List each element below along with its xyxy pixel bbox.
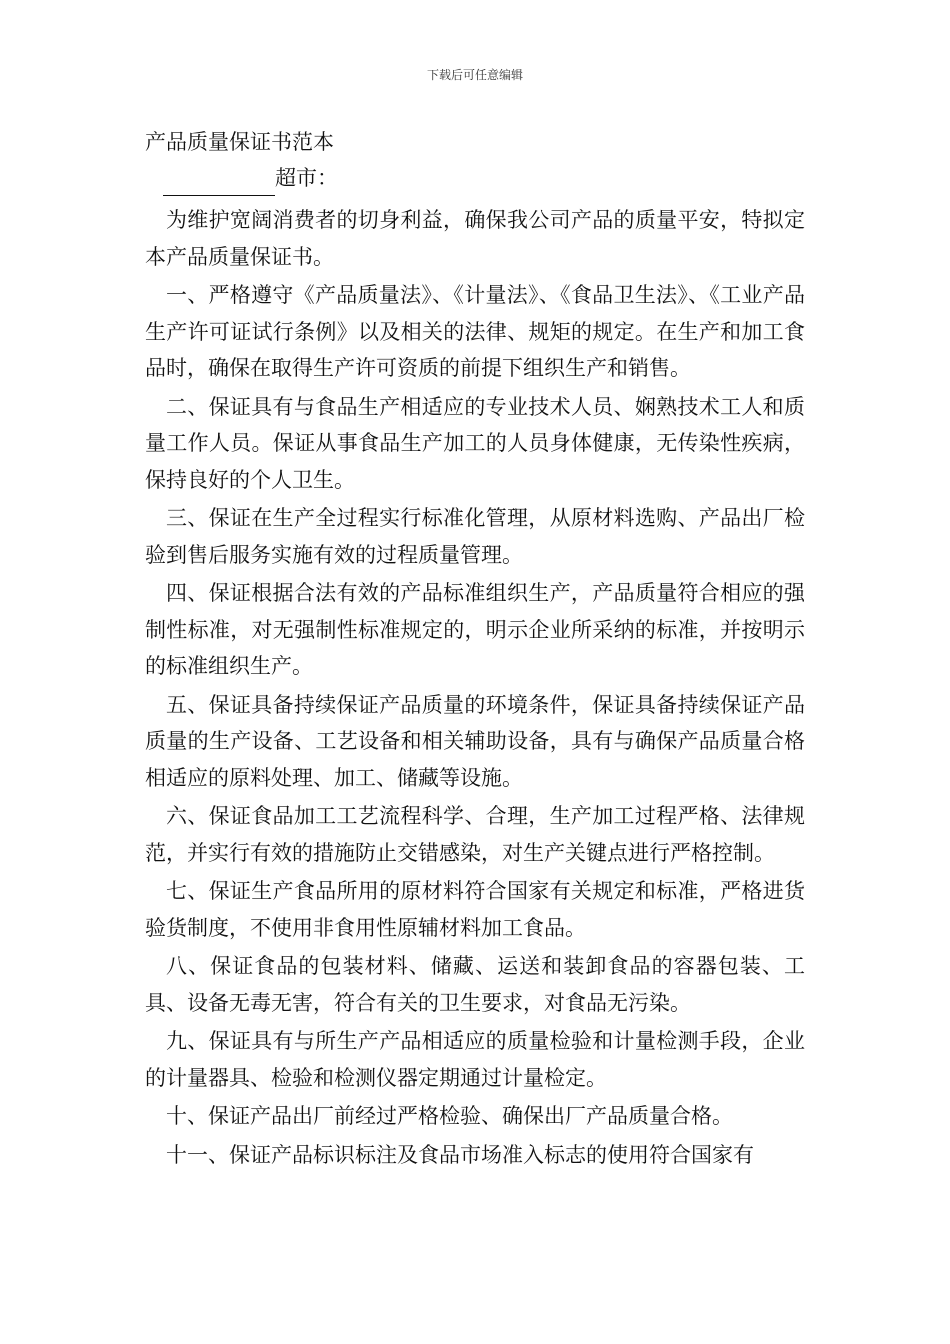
paragraph-5: 五、保证具备持续保证产品质量的环境条件，保证具备持续保证产品质量的生产设备、工艺设备和相关辅助设备，具有与确保产品质量合格相适应的原料处理、加工、储藏等设施。 — [145, 692, 805, 790]
paragraph-3: 三、保证在生产全过程实行标准化管理，从原材料选购、产品出厂检验到售后服务实施有效的过程质量管理。 — [145, 506, 805, 567]
paragraph-4: 四、保证根据合法有效的产品标准组织生产，产品质量符合相应的强制性标准，对无强制性标准规定的，明示企业所采纳的标准，并按明示的标准组织生产。 — [145, 581, 805, 678]
addressee-blank — [163, 171, 275, 196]
addressee-line — [163, 160, 805, 196]
paragraph-2: 二、保证具有与食品生产相适应的专业技术人员、娴熟技术工人和质量工作人员。保证从事食品生产加工的人员身体健康，无传染性疾病，保持良好的个人卫生。 — [145, 394, 805, 492]
page-header: 下载后可任意编辑 — [426, 68, 523, 82]
document-body — [145, 124, 805, 1175]
paragraph-7: 七、保证生产食品所用的原材料符合国家有关规定和标准，严格进货验货制度，不使用非食用性原辅材料加工食品。 — [145, 879, 805, 940]
paragraph-6: 六、保证食品加工工艺流程科学、合理，生产加工过程严格、法律规范，并实行有效的措施防止交错感染，对生产关键点进行严格控制。 — [145, 804, 805, 865]
paragraph-intro: 为维护宽阔消费者的切身利益，确保我公司产品的质量平安，特拟定本产品质量保证书。 — [145, 208, 805, 269]
addressee-suffix: 超市： — [275, 166, 338, 190]
paragraph-10: 十、保证产品出厂前经过严格检验、确保出厂产品质量合格。 — [166, 1104, 733, 1128]
paragraph-9: 九、保证具有与所生产产品相适应的质量检验和计量检测手段，企业的计量器具、检验和检测仪器定期通过计量检定。 — [145, 1029, 805, 1090]
paragraph-1: 一、严格遵守《产品质量法》、《计量法》、《食品卫生法》、《工业产品生产许可证试行条例》以及相关的法律、规矩的规定。在生产和加工食品时，确保在取得生产许可资质的前提下组织生产和销售。 — [145, 283, 805, 380]
document-title: 产品质量保证书范本 — [145, 130, 334, 154]
paragraph-11: 十一、保证产品标识标注及食品市场准入标志的使用符合国家有 — [166, 1142, 754, 1167]
paragraph-8: 八、保证食品的包装材料、储藏、运送和装卸食品的容器包装、工具、设备无毒无害，符合有关的卫生要求，对食品无污染。 — [145, 954, 805, 1015]
